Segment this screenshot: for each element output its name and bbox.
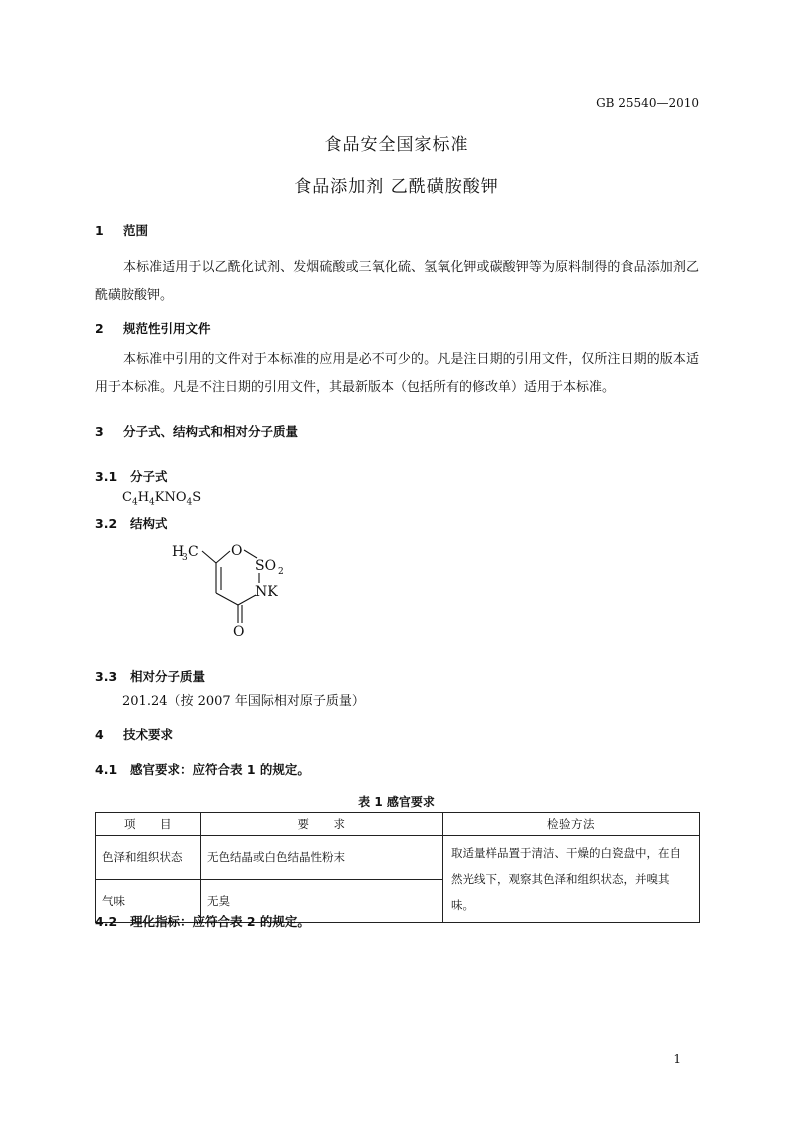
section-2-heading (95, 319, 211, 337)
section-4-1-heading (95, 760, 310, 778)
section-title: 分子式、结构式和相对分子质量 (123, 424, 299, 439)
section-1-text: 本标准适用于以乙酰化试剂、发烟硫酸或三氧化硫、氢氧化钾或碳酸钾等为原料制得的食品添加剂乙酰磺胺酸钾。 (95, 260, 699, 303)
section-title: 结构式 (130, 516, 168, 531)
section-number: 4.2 (95, 914, 118, 929)
document-subtitle: 食品添加剂 乙酰磺胺酸钾 (294, 177, 499, 197)
section-number: 3.2 (95, 516, 118, 531)
svg-text:2: 2 (278, 567, 284, 577)
section-title: 技术要求 (123, 727, 174, 742)
section-number: 4.1 (95, 762, 118, 777)
molecular-mass: 201.24（按 2007 年国际相对原子质量） (122, 694, 365, 709)
table-cell-requirement: 无臭 (201, 879, 443, 923)
page-number: 1 (673, 1052, 681, 1066)
section-number: 4 (95, 727, 104, 742)
section-3-heading (95, 422, 298, 440)
table-cell-item: 色泽和组织状态 (96, 836, 201, 880)
section-number: 2 (95, 321, 104, 336)
section-title: 规范性引用文件 (123, 321, 211, 336)
column-header: 要 求 (201, 813, 443, 836)
ring-bonds (202, 550, 259, 623)
section-title: 分子式 (130, 469, 168, 484)
section-number: 3.3 (95, 669, 118, 684)
section-2-text: 本标准中引用的文件对于本标准的应用是必不可少的。凡是注日期的引用文件，仅所注日期的版本适用于本标准。凡是不注日期的引用文件，其最新版本（包括所有的修改单）适用于本标准。 (95, 352, 699, 395)
table-cell-item: 气味 (96, 879, 201, 923)
section-4-2-heading (95, 912, 310, 930)
standard-number: GB 25540—2010 (596, 96, 699, 110)
document-title: 食品安全国家标准 (324, 135, 469, 155)
column-header: 项 目 (96, 813, 201, 836)
section-3-2-heading (95, 514, 168, 532)
structural-formula (168, 537, 298, 645)
table-1-caption: 表 1 感官要求 (358, 795, 435, 809)
section-4-heading (95, 725, 173, 743)
sensory-requirements-table (95, 812, 700, 923)
table-cell-requirement: 无色结晶或白色结晶性粉末 (201, 836, 443, 880)
svg-text:C: C (188, 544, 199, 560)
section-number: 3.1 (95, 469, 118, 484)
section-title: 相对分子质量 (130, 669, 206, 684)
section-3-3-heading (95, 667, 205, 685)
section-number: 1 (95, 223, 104, 238)
svg-text:H: H (172, 544, 185, 560)
section-title: 理化指标：应符合表 2 的规定。 (130, 914, 310, 929)
svg-text:3: 3 (182, 553, 188, 563)
section-number: 3 (95, 424, 104, 439)
section-title: 感官要求：应符合表 1 的规定。 (130, 762, 310, 777)
table-header-row (96, 813, 700, 836)
table-cell-method: 取适量样品置于清洁、干燥的白瓷盘中，在自然光线下，观察其色泽和组织状态，并嗅其味。 (443, 836, 700, 923)
svg-text:O: O (231, 543, 243, 559)
svg-text:O: O (233, 624, 245, 640)
molecular-formula: $C_4H_4KNO_4S$ (122, 490, 202, 508)
column-header: 检验方法 (443, 813, 700, 836)
section-title: 范围 (123, 223, 149, 238)
svg-text:SO: SO (255, 558, 277, 574)
section-3-1-heading (95, 467, 168, 485)
table-row (96, 836, 700, 880)
svg-text:NK: NK (255, 584, 278, 600)
section-1-heading (95, 221, 148, 239)
